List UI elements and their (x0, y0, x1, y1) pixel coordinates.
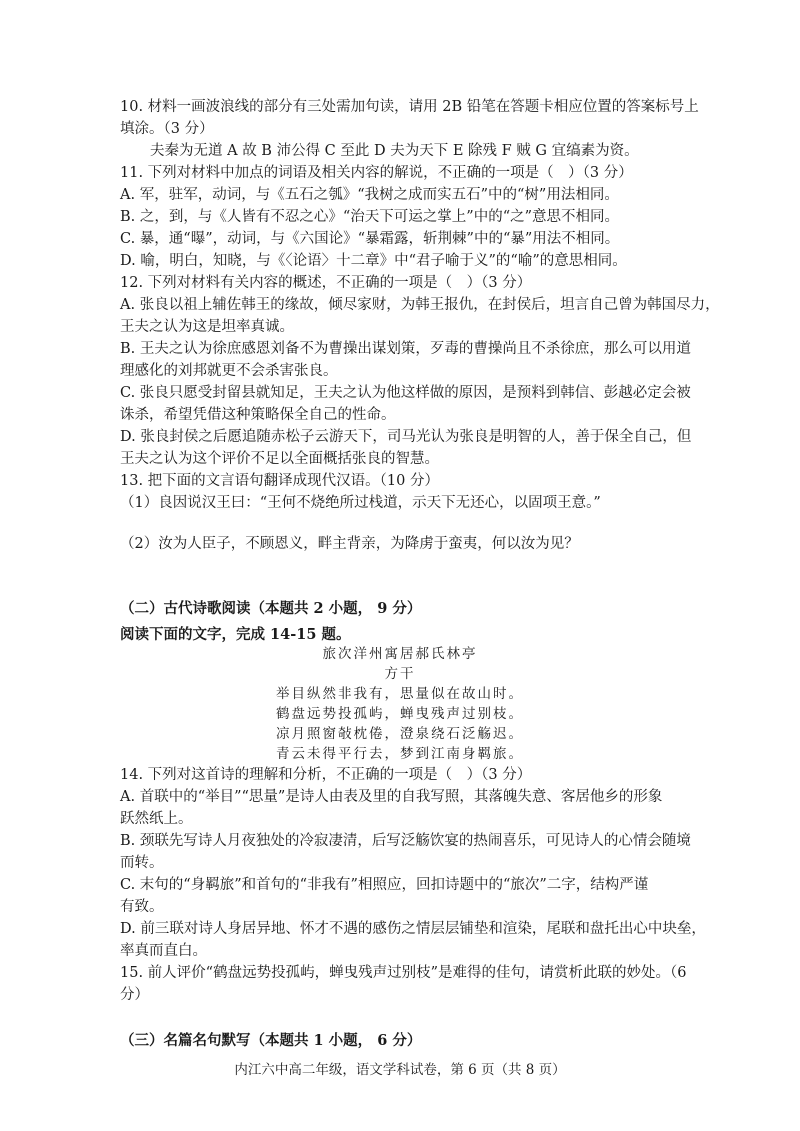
q12-option-c-1: C. 张良只愿受封留县就知足，王夫之认为他这样做的原因，是预料到韩信、彭越必定会被 (120, 385, 691, 401)
section-2-instruction: 阅读下面的文字，完成 14-15 题。 (120, 626, 351, 643)
q14-option-d-1: D. 前三联对诗人身居异地、怀才不遇的感伤之情层层铺垫和渲染，尾联和盘托出心中块垒， (120, 921, 706, 937)
q14-option-b-1: B. 颈联先写诗人月夜独处的冷寂凄清，后写泛觞饮宴的热闹喜乐，可见诗人的心情会随境 (120, 833, 691, 849)
q11-stem: 11. 下列对材料中加点的词语及相关内容的解说，不正确的一项是（ ）（3 分） (120, 165, 633, 181)
q15-line2: 分） (120, 987, 149, 1003)
q11-option-a: A. 军，驻军，动词，与《五石之瓠》“我树之成而实五石”中的“树”用法相同。 (120, 187, 619, 203)
q12-option-a-1: A. 张良以祖上辅佐韩王的缘故，倾尽家财，为韩王报仇，在封侯后，坦言自己曾为韩国尽力， (120, 297, 720, 313)
q14-option-b-2: 而转。 (120, 855, 164, 871)
q12-option-c-2: 诛杀，希望凭借这种策略保全自己的性命。 (120, 407, 396, 423)
section-2-heading: （二）古代诗歌阅读（本题共 2 小题， 9 分） (120, 600, 422, 617)
q14-option-a-2: 跃然纸上。 (120, 811, 193, 827)
poem-line-3: 凉月照窗敧枕倦，澄泉绕石泛觞迟。 (276, 726, 524, 742)
q12-option-b-1: B. 王夫之认为徐庶感恩刘备不为曹操出谋划策，歹毒的曹操尚且不杀徐庶，那么可以用道 (120, 341, 691, 357)
q14-option-c-2: 有致。 (120, 899, 164, 915)
q12-option-d-1: D. 张良封侯之后愿追随赤松子云游天下，司马光认为张良是明智的人，善于保全自己，但 (120, 429, 692, 445)
q15-line1: 15. 前人评价“鹤盘远势投孤屿，蝉曳残声过别枝”是难得的佳句，请赏析此联的妙处。（6 (120, 965, 687, 981)
q14-stem: 14. 下列对这首诗的理解和分析，不正确的一项是（ ）（3 分） (120, 767, 532, 783)
page-footer: 内江六中高二年级，语文学科试卷，第 6 页（共 8 页） (234, 1062, 566, 1078)
q11-option-c: C. 暴，通“曝”，动词，与《六国论》“暴霜露，斩荆棘”中的“暴”用法不相同。 (120, 231, 620, 247)
poem-line-4: 青云未得平行去，梦到江南身羁旅。 (276, 746, 524, 762)
q13-sentence-1: （1）良因说汉王曰：“王何不烧绝所过栈道，示天下无还心，以固项王意。” (120, 495, 601, 511)
q12-option-b-2: 理感化的刘邦就更不会杀害张良。 (120, 363, 338, 379)
poem-title: 旅次洋州寓居郝氏林亭 (322, 646, 478, 662)
q11-option-d: D. 喻，明白，知晓，与《〈论语〉十二章》中“君子喻于义”的“喻”的意思相同。 (120, 253, 627, 269)
q14-option-a-1: A. 首联中的“举目”“思量”是诗人由表及里的自我写照，其落魄失意、客居他乡的形象 (120, 789, 663, 805)
poem-line-2: 鹤盘远势投孤屿，蝉曳残声过别枝。 (276, 706, 524, 722)
q12-option-d-2: 王夫之认为这个评价不足以全面概括张良的智慧。 (120, 451, 439, 467)
q10-passage: 夫秦为无道 A 故 B 沛公得 C 至此 D 夫为天下 E 除残 F 贼 G 宜缟素为资。 (150, 143, 639, 159)
q12-stem: 12. 下列对材料有关内容的概述，不正确的一项是（ ）（3 分） (120, 275, 532, 291)
q11-option-b: B. 之，到，与《人皆有不忍之心》“治天下可运之掌上”中的“之”意思不相同。 (120, 209, 620, 225)
q13-stem: 13. 把下面的文言语句翻译成现代汉语。（10 分） (120, 473, 439, 489)
q14-option-c-1: C. 末句的“身羁旅”和首句的“非我有”相照应，回扣诗题中的“旅次”二字，结构严谨 (120, 877, 649, 893)
section-3-heading: （三）名篇名句默写（本题共 1 小题， 6 分） (120, 1032, 422, 1049)
q13-sentence-2: （2）汝为人臣子，不顾恩义，畔主背亲，为降虏于蛮夷，何以汝为见？ (120, 536, 579, 552)
q14-option-d-2: 率真而直白。 (120, 943, 207, 959)
q10-line2: 填涂。（3 分） (120, 121, 214, 137)
q12-option-a-2: 王夫之认为这是坦率真诚。 (120, 319, 294, 335)
poem-author: 方干 (384, 666, 416, 682)
poem-line-1: 举目纵然非我有，思量似在故山时。 (276, 686, 524, 702)
q10-line1: 10. 材料一画波浪线的部分有三处需加句读，请用 2B 铅笔在答题卡相应位置的答案标号上 (120, 99, 699, 115)
